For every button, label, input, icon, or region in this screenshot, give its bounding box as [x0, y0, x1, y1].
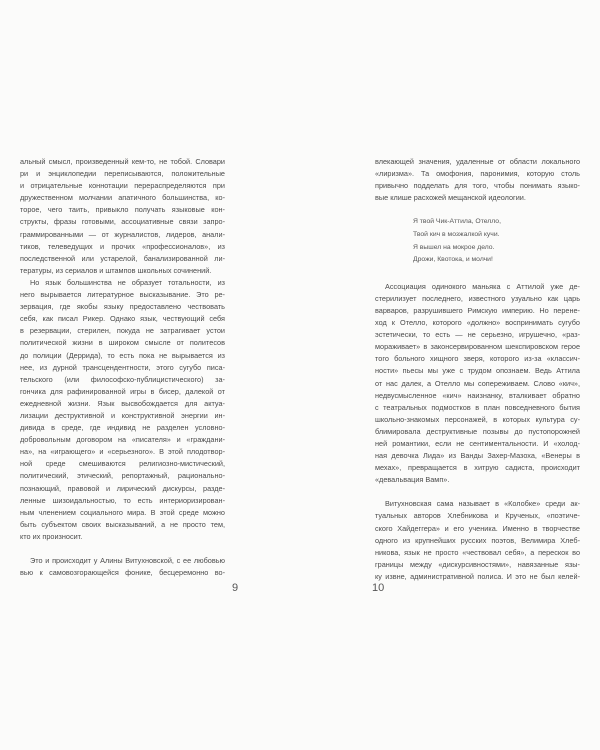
text-line: ная девочка Лида» из Ванды Захер-Мазоха, «Венеры в	[375, 451, 580, 461]
text-line: вые клише расхожей мещанской идеологии.	[375, 193, 526, 203]
text-line: быть субъектом своих высказываний, а не просто тем,	[20, 519, 225, 529]
text-line: школьно-знакомых персонажей, в которых культура су-	[375, 414, 580, 424]
text-line: гончика для рафинированной игры в бисер, далекой от	[20, 386, 225, 396]
page-number-left: 9	[232, 582, 239, 594]
text-line: добровольным договором на «писателя» и «граждани-	[20, 435, 225, 445]
right-page-text	[375, 156, 580, 583]
text-line: и отрицательные коннотации перераспределяются при	[20, 181, 225, 191]
text-line: туальных авторов Хлебникова и Крученых, «поэтиче-	[375, 511, 580, 521]
text-line: ри и энциклопедии переписываются, положительные	[20, 169, 225, 179]
text-line: ход к Отелло, которого «должно» воспринимать сугубо	[375, 318, 580, 328]
page-number-right: 10	[372, 582, 385, 594]
text-line: от нас далек, а Отелло мы сопереживаем. Слово «кич»,	[375, 378, 580, 388]
paragraph-gap	[20, 543, 225, 555]
left-page-text	[20, 156, 225, 579]
text-line: мораживает» в законсервированном шекспировском герое	[375, 342, 580, 352]
text-line: политический, этический, репортажный, рационально-	[20, 471, 225, 481]
text-line: дружественном молчании апатичного большинства, ко-	[20, 193, 225, 203]
text-line: ежедневной жизни. Язык высвобождается для актуа-	[20, 398, 225, 408]
poem-line: Я твой Чик-Аттила, Отелло,	[413, 218, 501, 226]
text-line: лизации деструктивной и конструктивной энергии ин-	[20, 410, 225, 420]
poem-line: Твой кич в мозжалкой кучи.	[413, 230, 500, 238]
text-line: влекающей значения, удаленные от области локального	[375, 157, 580, 166]
text-line: него вырывается литературное высказывание. Это ре-	[20, 290, 225, 300]
text-line: до полиции (Деррида), то есть пока не вырывается из	[20, 350, 225, 360]
text-line: никова, язык не просто «чествовал себя», а перескок во	[375, 547, 580, 557]
text-line: зервация, где якобы языку предоставлено чествовать	[20, 302, 225, 312]
text-line: политической жизни в широком смысле от политесов	[20, 338, 225, 348]
text-line: дивида в среде, где индивид не разделен условно-	[20, 423, 225, 433]
text-line: привычно подделать для того, чтобы понимать языко-	[375, 181, 580, 191]
text-line: тературы, из сериалов и штампов школьных сочинений.	[20, 265, 212, 275]
text-line: недвусмысленное «кич» наизнанку, вталкивает обратно	[375, 390, 580, 400]
poem-quote	[413, 216, 580, 266]
text-line: Но язык большинства не образует тотальности, из	[30, 277, 225, 287]
text-line: одного из крупнейших русских поэтов, Велимира Хлеб-	[375, 535, 580, 545]
text-line: мехах», превращается в хитрую садиста, происходит	[375, 463, 580, 473]
text-line: Витухновская сама называет в «Колобке» среди ак-	[385, 499, 580, 509]
text-line: ку извне, административной полиса. И это не был келей-	[375, 571, 580, 581]
text-line: стерилизует последнего, известного узуально как царь	[375, 293, 580, 303]
text-line: «девальвация Вамп».	[375, 475, 450, 485]
text-line: познающий, правовой и лирический дискурсы, разде-	[20, 483, 225, 493]
text-line: Ассоциация одинокого маньяка с Аттилой уже де-	[385, 281, 580, 291]
text-line: «лиризма». Та омофония, паронимия, которую столь	[375, 169, 580, 179]
text-line: вью к самовозгорающейся фонике, бесцеремонно во-	[20, 568, 225, 578]
text-line: того больного хищного зверя, которого из-за «классич-	[375, 354, 580, 364]
text-line: ным членением социального мира. В этой среде можно	[20, 507, 225, 517]
text-line: границы между «дискурсивностями», навязанные язы-	[375, 559, 580, 569]
text-line: тиков, телеведущих и прочих «профессионалов», из	[20, 241, 225, 251]
poem-line: Дрожи, Квотока, и молчи!	[413, 256, 493, 264]
text-line: варваров, разрушившего Римскую империю. Но перене-	[375, 305, 580, 315]
text-line: ней романтики, если не сентиментальности. И «холод-	[375, 438, 580, 448]
text-line: кто их произносит.	[20, 531, 83, 541]
paragraph-gap	[375, 486, 580, 498]
text-line: Это и происходит у Алины Витухновской, с ее любовью	[30, 556, 225, 565]
text-line: ности» пьесы мы уже с трудом опознаем. Ведь Аттила	[375, 366, 580, 376]
text-line: в резервации, стерилен, покуда не затрагивает устои	[20, 326, 225, 336]
text-line: на», на «играющего» и «серьезного». В этой плодотвор-	[20, 447, 225, 457]
text-line: ной среде смешиваются религиозно-мистический,	[20, 459, 225, 469]
text-line: себя, как писал Рикер. Однако язык, чествующий себя	[20, 314, 225, 324]
text-line: тельского (или философско-публицистического) за-	[20, 374, 225, 384]
text-line: альный смысл, произведенный кем-то, не тобой. Словари	[20, 157, 225, 166]
poem-line: Я вышел на мокрое дело.	[413, 243, 495, 251]
text-line: ского Хайдеггера» и его ученика. Именно в творчестве	[375, 523, 580, 533]
text-line: эстетически, то есть — не серьезно, игрушечно, «раз-	[375, 330, 580, 340]
text-line: последственной или устарелой, банализированной ли-	[20, 253, 225, 263]
text-line: структы, фразы готовыми, ассоциативные связи запро-	[20, 217, 225, 227]
text-line: блимировала деструктивные позывы до пустопорожней	[375, 426, 580, 436]
text-line: ленные шизоидальностью, то есть интериоризирован-	[20, 495, 225, 505]
text-line: торое, чего таить, привыкло получать языковые кон-	[20, 205, 225, 215]
text-line: граммированными — от журналистов, лидеров, анали-	[20, 229, 225, 239]
text-line: с театральных подмостков в план повседневного бытия	[375, 402, 580, 412]
text-line: нее, из дурной трансцендентности, этого сугубо писа-	[20, 362, 225, 372]
